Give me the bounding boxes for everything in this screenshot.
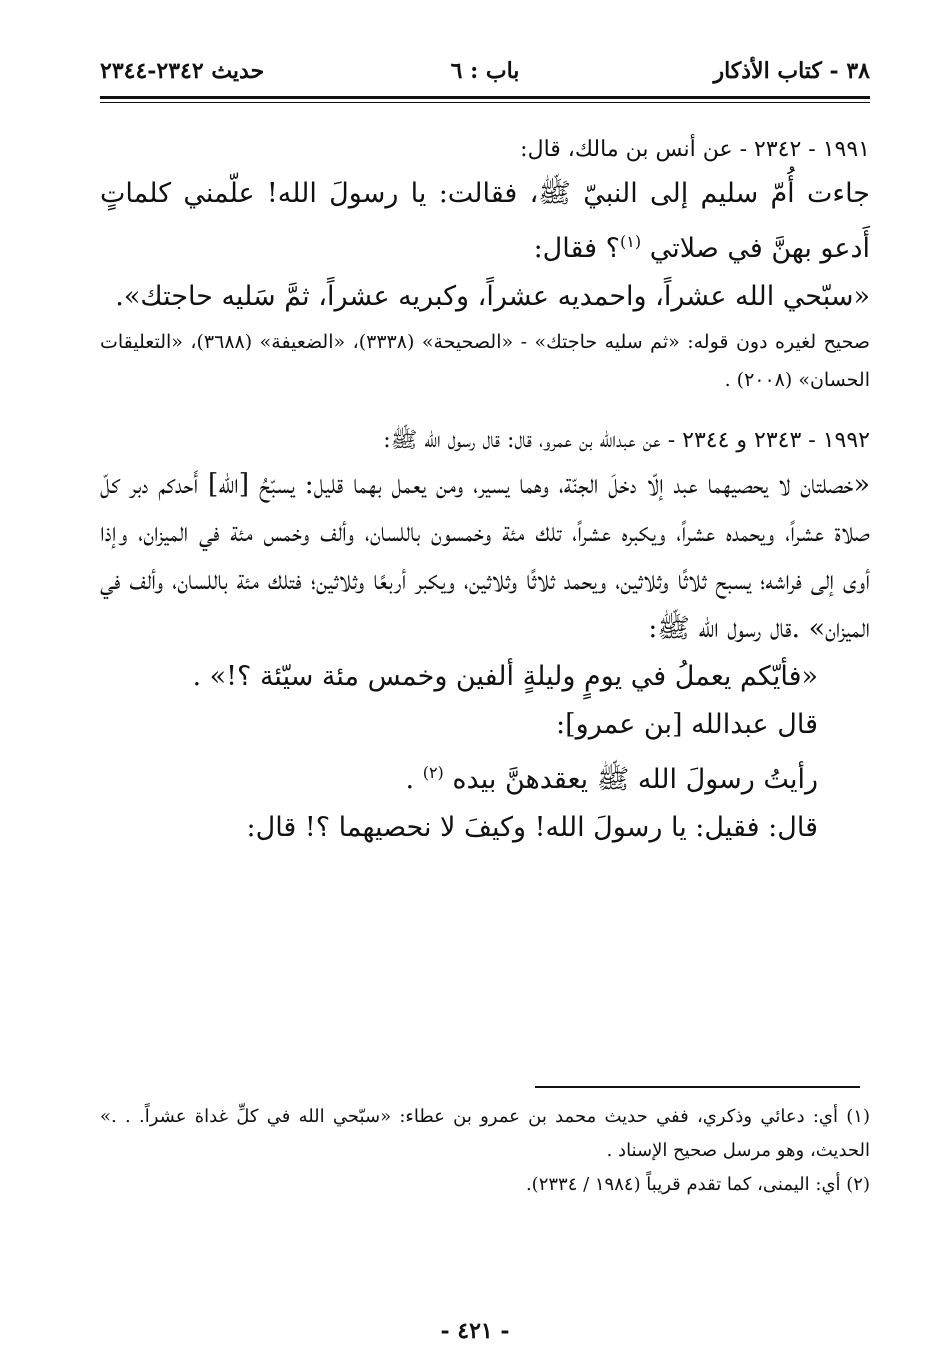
hadith-1991-quote: «سبّحي الله عشراً، واحمديه عشراً، وكبريه عشراً، ثمَّ سَليه حاجتك». xyxy=(115,281,870,312)
footnote-ref-2[interactable]: (٢) xyxy=(422,763,444,782)
hadith-range: حديث ٢٣٤٢-٢٣٤٤ xyxy=(100,58,265,84)
header-rule-thick xyxy=(100,96,870,99)
hadith-1992-heading: ١٩٩٢ - ٢٣٤٣ و ٢٣٤٤ - عن عبدالله بن عمرو، قال: قال رسول الله ﷺ: xyxy=(383,428,870,453)
hadith-1992-line-5: قال: فقيل: يا رسولَ الله! وكيفَ لا نحصيهما ؟! قال: xyxy=(246,812,818,843)
page-number: - ٤٢١ - xyxy=(440,1318,510,1344)
hadith-1991-text xyxy=(100,170,870,273)
bab-label: باب : ٦ xyxy=(450,58,520,84)
hadith-1992-line-3: قال عبدالله [بن عمرو]: xyxy=(556,709,818,740)
hadith-1992-text: «خصلتان لا يحصيهما عبد إلّا دخلَ الجنّة، وهما يسير، ومن يعمل بهما قليل: يسبّحُ [الله] أَحدكم دبر كلّ صلاة عشراً، ويحمده عشراً، ويكبره عشراً، تلك مئة وخمسون باللسان، وألف وخمس مئة في الميزان، وإذا أوى إلى فراشه؛ يسبح ثلاثًا وثلاثين، ويحمد ثلاثًا وثلاثين، ويكبر أربعًا وثلاثين؛ فتلك مئة باللسان، وألف في الميزان» .قال رسول الله ﷺ: xyxy=(100,469,870,644)
hadith-1992-line-4-main: رأيتُ رسولَ الله ﷺ يعقدهنَّ بيده xyxy=(452,764,818,795)
hadith-1992-line-4 xyxy=(100,749,870,804)
header-rule-thin xyxy=(100,102,870,103)
hadith-1991-text-end: ؟ فقال: xyxy=(533,233,620,264)
main-content xyxy=(100,130,870,852)
hadith-1992-quote-2: «فأيّكم يعملُ في يومٍ وليلةٍ ألفين وخمس مئة سيّئة ؟!» . xyxy=(192,661,818,692)
hadith-1992-line-4-end: . xyxy=(405,764,415,795)
footnote-1: (١) أي: دعائي وذكري، ففي حديث محمد بن عمرو بن عطاء: «سبّحي الله في كلِّ غداة عشراً. . .» الحديث، وهو مرسل صحيح الإسناد . xyxy=(100,1106,870,1161)
running-header xyxy=(100,58,870,92)
footnote-separator xyxy=(535,1086,860,1088)
chapter-title: ٣٨ - كتاب الأذكار xyxy=(713,58,870,84)
footnote-2: (٢) أي: اليمنى، كما تقدم قريباً (١٩٨٤ / ٢٣٣٤). xyxy=(525,1174,870,1195)
hadith-1991-text-main: جاءت أُمّ سليم إلى النبيّ ﷺ، فقالت: يا رسولَ الله! علّمني كلماتٍ أَدعو بهنَّ في صلاتي xyxy=(100,178,870,264)
footnotes xyxy=(100,1100,870,1202)
hadith-1991-grading: صحيح لغيره دون قوله: «ثم سليه حاجتك» - «الصحيحة» (٣٣٣٨)، «الضعيفة» (٣٦٨٨)، «التعليقات الحسان» (٢٠٠٨) . xyxy=(100,331,870,391)
footnote-ref-1[interactable]: (١) xyxy=(620,232,642,251)
hadith-1991-heading: ١٩٩١ - ٢٣٤٢ - عن أنس بن مالك، قال: xyxy=(520,137,870,162)
